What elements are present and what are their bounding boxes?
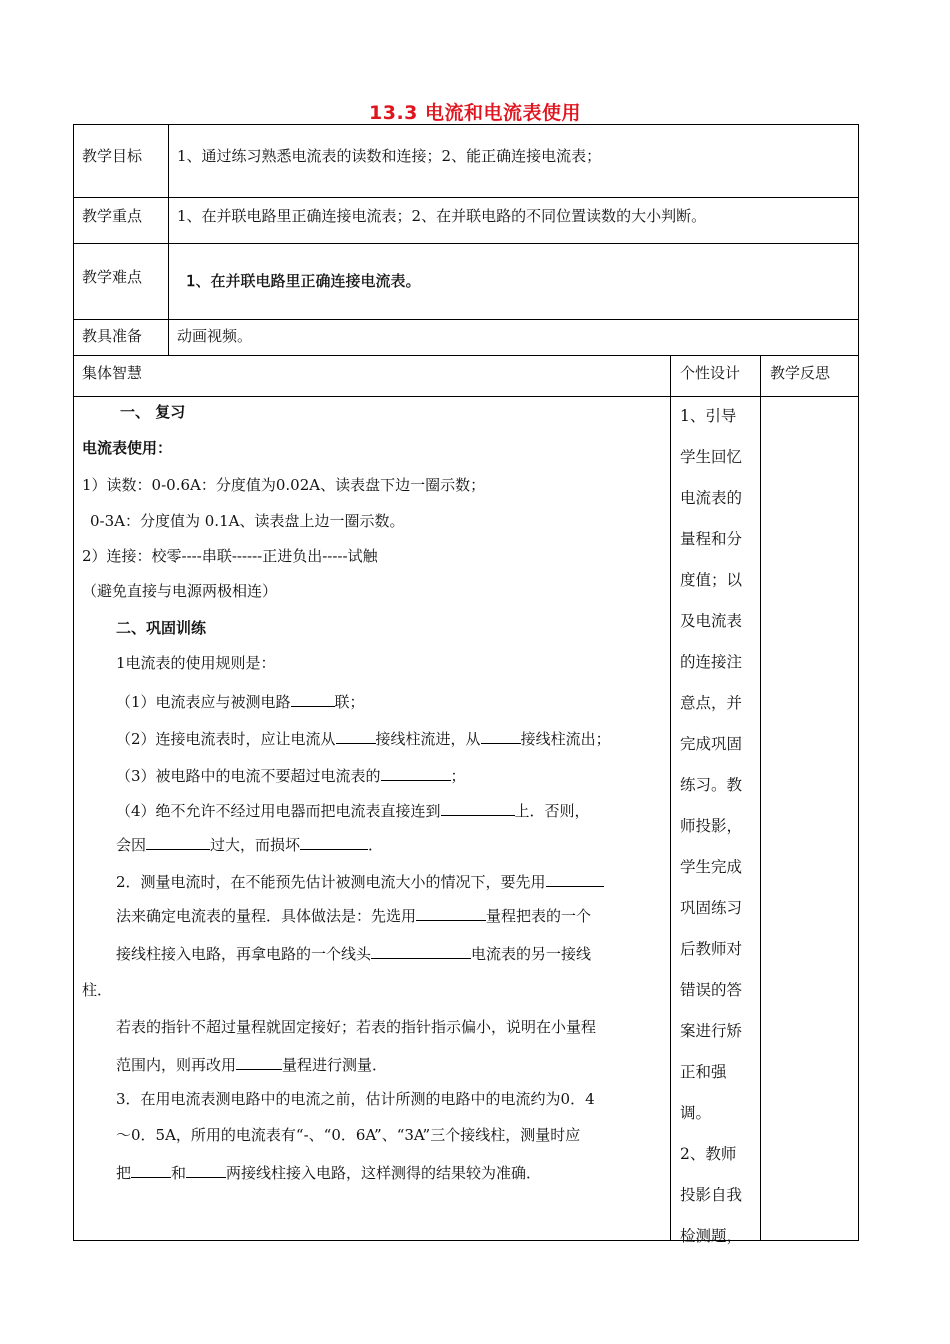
answer-blank (481, 727, 521, 744)
goal-label: 教学目标 (82, 147, 143, 165)
focus-label: 教学重点 (82, 207, 143, 225)
reading-rule-2: 0-3A：分度值为 0.1A、读表盘上边一圈示数。 (90, 512, 405, 530)
design-note-line: 学生回忆 (680, 448, 743, 466)
q2f-text-end: 量程进行测量． (282, 1056, 388, 1074)
q3c-text-end: 两接线柱接入电路，这样测得的结果较为准确． (226, 1164, 542, 1182)
question-1: 1电流表的使用规则是： (116, 654, 276, 672)
design-note-line: 电流表的 (680, 489, 743, 507)
header-wisdom: 集体智慧 (82, 364, 143, 382)
design-note-line: 量程和分 (680, 530, 743, 548)
q2-text: 2．测量电流时，在不能预先估计被测电流大小的情况下，要先用 (116, 873, 546, 891)
answer-blank (300, 833, 368, 850)
design-note-line: 巩固练习 (680, 899, 743, 917)
column-divider (670, 355, 671, 1241)
q1e-text-end: ． (368, 836, 384, 854)
q1e-text-mid: 过大，而损坏 (210, 836, 301, 854)
question-2b (116, 904, 591, 926)
design-note-line: 度值；以 (680, 571, 743, 589)
question-1c (116, 764, 466, 786)
row-divider (73, 355, 859, 356)
section-practice: 二、巩固训练 (116, 619, 207, 637)
q1a-text-end: 联； (334, 693, 365, 711)
design-note-line: 错误的答 (680, 981, 743, 999)
design-note-line: 检测题， (680, 1227, 743, 1245)
answer-blank (381, 764, 451, 781)
design-note-line: 的连接注 (680, 653, 743, 671)
question-2d: 柱． (82, 981, 113, 999)
design-note-line: 意点，并 (680, 694, 743, 712)
design-note-line: 师投影， (680, 817, 743, 835)
q1c-text-end: ； (450, 767, 466, 785)
question-2e: 若表的指针不超过量程就固定接好；若表的指针指示偏小，说明在小量程 (116, 1018, 597, 1036)
q2f-text: 范围内，则再改用 (116, 1056, 237, 1074)
question-1a (116, 690, 365, 712)
answer-blank (236, 1053, 282, 1070)
tools-content: 动画视频。 (177, 327, 253, 345)
q2b-text-end: 量程把表的一个 (486, 907, 592, 925)
q1a-text: （1）电流表应与被测电路 (116, 693, 291, 711)
row-divider (73, 319, 859, 320)
design-note-line: 学生完成 (680, 858, 743, 876)
column-divider (760, 355, 761, 1241)
answer-blank (131, 1161, 171, 1178)
question-1b (116, 727, 611, 749)
column-divider (168, 124, 169, 356)
answer-blank (371, 942, 471, 959)
design-note-line: 2、教师 (680, 1145, 737, 1163)
q1b-text-end: 接线柱流出； (520, 730, 611, 748)
q1d-text: （4）绝不允许不经过用电器而把电流表直接连到 (116, 802, 441, 820)
q2c-text-end: 电流表的另一接线 (471, 945, 592, 963)
design-note-line: 练习。教 (680, 776, 743, 794)
design-note-line: 完成巩固 (680, 735, 743, 753)
question-2c (116, 942, 591, 964)
section-review: 一、 复习 (120, 403, 186, 421)
q2b-text: 法来确定电流表的量程．具体做法是：先选用 (116, 907, 417, 925)
difficulty-content: 1、在并联电路里正确连接电流表。 (186, 272, 421, 290)
header-design: 个性设计 (680, 364, 741, 382)
row-divider (73, 197, 859, 198)
q2c-text: 接线柱接入电路，再拿电路的一个线头 (116, 945, 372, 963)
q1d-text-end: 上．否则， (514, 802, 590, 820)
answer-blank (546, 870, 604, 887)
question-1d (116, 799, 590, 821)
answer-blank (336, 727, 376, 744)
question-1e (116, 833, 383, 855)
header-reflection: 教学反思 (770, 364, 831, 382)
design-note-line: 投影自我 (680, 1186, 743, 1204)
question-3a: 3．在用电流表测电路中的电流之前，估计所测的电路中的电流约为0．4 (116, 1090, 595, 1108)
q1c-text: （3）被电路中的电流不要超过电流表的 (116, 767, 381, 785)
goal-content: 1、通过练习熟悉电流表的读数和连接；2、能正确连接电流表； (177, 147, 602, 165)
ammeter-use-heading: 电流表使用： (82, 439, 173, 457)
question-3b: ～0．5A，所用的电流表有“-、“0．6A”、“3A”三个接线柱，测量时应 (116, 1126, 581, 1144)
design-note-line: 1、引导 (680, 407, 737, 425)
connection-rule: 2）连接：校零----串联------正进负出-----试触 (82, 547, 378, 565)
q3c-text-mid: 和 (171, 1164, 187, 1182)
answer-blank (186, 1161, 226, 1178)
design-note-line: 正和强 (680, 1063, 727, 1081)
row-divider (73, 243, 859, 244)
tools-label: 教具准备 (82, 327, 143, 345)
design-note-line: 案进行矫 (680, 1022, 743, 1040)
answer-blank (146, 833, 210, 850)
question-2f (116, 1053, 387, 1075)
question-3c (116, 1161, 541, 1183)
avoid-note: （避免直接与电源两极相连） (82, 582, 278, 600)
focus-content: 1、在并联电路里正确连接电流表；2、在并联电路的不同位置读数的大小判断。 (177, 207, 707, 225)
page-title: 13.3 电流和电流表使用 (369, 102, 581, 124)
q1b-text-mid: 接线柱流进，从 (375, 730, 481, 748)
q1e-text: 会因 (116, 836, 147, 854)
q3c-text: 把 (116, 1164, 132, 1182)
design-note-line: 调。 (680, 1104, 712, 1122)
design-note-line: 及电流表 (680, 612, 743, 630)
answer-blank (441, 799, 515, 816)
design-note-line: 后教师对 (680, 940, 743, 958)
design-notes (680, 396, 750, 1257)
answer-blank (416, 904, 486, 921)
q1b-text: （2）连接电流表时，应让电流从 (116, 730, 336, 748)
difficulty-label: 教学难点 (82, 268, 143, 286)
reading-rule-1: 1）读数：0-0.6A：分度值为0.02A、读表盘下边一圈示数； (82, 476, 486, 494)
question-2 (116, 870, 604, 892)
answer-blank (291, 690, 335, 707)
